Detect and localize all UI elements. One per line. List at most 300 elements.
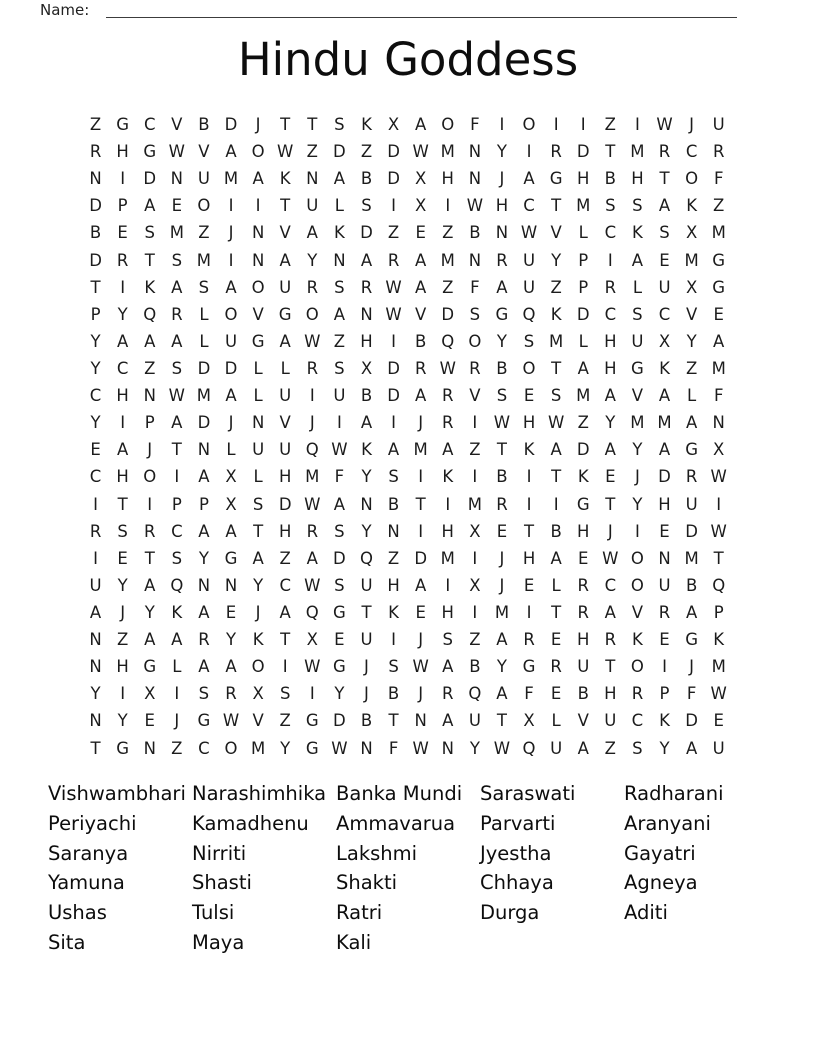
grid-cell: I (228, 196, 234, 216)
grid-cell: U (468, 711, 481, 731)
grid-cell: A (550, 548, 562, 568)
grid-cell: M (440, 142, 455, 162)
grid-cell: G (197, 711, 211, 731)
grid-cell: K (279, 169, 291, 189)
grid-cell: Y (551, 250, 562, 270)
grid-cell: A (713, 331, 725, 351)
grid-cell: L (551, 711, 561, 731)
grid-cell: J (364, 684, 369, 704)
grid-cell: R (469, 359, 481, 379)
grid-cell: O (251, 277, 265, 297)
word-item: Maya (192, 930, 245, 954)
grid-cell: I (580, 115, 586, 135)
grid-cell: A (171, 331, 183, 351)
grid-cell: M (169, 223, 184, 243)
grid-cell: O (630, 548, 644, 568)
grid-cell: D (685, 711, 698, 731)
grid-cell: H (577, 630, 590, 650)
grid-cell: D (387, 359, 400, 379)
grid-cell: T (605, 657, 616, 677)
grid-cell: N (251, 223, 265, 243)
grid-cell: I (336, 413, 342, 433)
grid-cell: G (251, 331, 265, 351)
grid-cell: N (414, 711, 427, 731)
grid-cell: X (225, 467, 237, 487)
grid-cell: A (171, 413, 183, 433)
grid-cell: B (496, 359, 508, 379)
grid-cell: I (472, 467, 478, 487)
grid-cell: L (578, 331, 588, 351)
grid-cell: G (549, 169, 563, 189)
grid-cell: W (412, 142, 429, 162)
grid-cell: H (441, 521, 454, 541)
grid-cell: G (278, 304, 292, 324)
grid-cell: B (685, 575, 698, 595)
grid-cell: S (496, 386, 508, 406)
grid-cell: L (253, 386, 263, 406)
grid-cell: B (469, 223, 481, 243)
grid-cell: T (388, 711, 399, 731)
grid-cell: Y (90, 684, 101, 704)
grid-cell: X (415, 196, 427, 216)
grid-cell: A (225, 657, 237, 677)
grid-cell: Z (442, 277, 454, 297)
word-item: Durga (480, 901, 540, 925)
grid-cell: D (224, 359, 238, 379)
grid-cell: T (307, 115, 318, 135)
grid-cell: K (632, 630, 643, 650)
grid-cell: W (385, 304, 402, 324)
grid-cell: R (523, 630, 535, 650)
grid-cell: Z (442, 223, 454, 243)
grid-cell: A (604, 440, 616, 460)
grid-cell: M (440, 548, 455, 568)
grid-cell: Z (685, 359, 698, 379)
grid-cell: X (685, 277, 698, 297)
grid-cell: L (280, 359, 290, 379)
grid-cell: B (469, 657, 481, 677)
grid-cell: S (198, 684, 210, 704)
grid-cell: A (685, 738, 698, 758)
grid-cell: Z (469, 440, 481, 460)
grid-cell: I (93, 494, 98, 514)
grid-cell: F (334, 467, 345, 487)
grid-cell: W (439, 359, 456, 379)
grid-cell: I (445, 196, 451, 216)
grid-cell: I (526, 494, 532, 514)
grid-cell: E (117, 548, 128, 568)
grid-cell: L (199, 331, 209, 351)
grid-cell: Y (144, 603, 155, 623)
grid-cell: K (713, 630, 725, 650)
grid-cell: S (144, 223, 155, 243)
grid-cell: M (223, 169, 239, 189)
word-item: Saranya (48, 841, 129, 865)
grid-cell: F (470, 115, 480, 135)
grid-cell: J (499, 548, 505, 568)
grid-cell: A (252, 548, 264, 568)
grid-cell: D (89, 196, 102, 216)
grid-cell: E (415, 603, 426, 623)
grid-cell: M (630, 142, 645, 162)
grid-cell: U (658, 277, 671, 297)
grid-cell: N (306, 169, 319, 189)
grid-cell: U (252, 440, 265, 460)
grid-cell: X (415, 169, 427, 189)
grid-cell: D (360, 223, 373, 243)
word-item: Shasti (192, 871, 252, 895)
grid-cell: J (499, 169, 505, 189)
grid-cell: S (334, 277, 345, 297)
grid-cell: X (469, 521, 481, 541)
grid-cell: L (687, 386, 697, 406)
grid-cell: N (89, 630, 102, 650)
grid-cell: T (605, 494, 616, 514)
grid-cell: A (387, 440, 400, 460)
grid-cell: N (441, 738, 454, 758)
grid-cell: Y (496, 657, 507, 677)
grid-cell: Q (305, 603, 319, 623)
word-item: Jyestha (480, 841, 552, 865)
grid-cell: G (116, 738, 130, 758)
grid-cell: K (361, 115, 372, 135)
grid-cell: O (224, 304, 238, 324)
grid-cell: S (388, 657, 399, 677)
grid-cell: N (143, 386, 156, 406)
word-search-grid (82, 111, 732, 762)
grid-cell: T (551, 603, 562, 623)
grid-cell: V (252, 711, 264, 731)
grid-cell: T (496, 711, 507, 731)
grid-cell: Z (360, 142, 373, 162)
grid-cell: K (252, 630, 264, 650)
grid-cell: U (224, 331, 238, 351)
grid-cell: Q (305, 440, 319, 460)
grid-cell: R (577, 603, 589, 623)
grid-cell: I (120, 169, 126, 189)
grid-cell: B (360, 711, 373, 731)
grid-cell: A (523, 169, 535, 189)
word-item: Yamuna (48, 871, 125, 895)
grid-cell: F (524, 684, 534, 704)
grid-cell: H (604, 684, 617, 704)
grid-cell: E (171, 196, 183, 216)
grid-cell: A (442, 657, 454, 677)
grid-cell: C (631, 711, 644, 731)
grid-cell: W (304, 575, 321, 595)
word-list-column (48, 779, 192, 958)
grid-cell: Z (198, 223, 210, 243)
grid-cell: V (631, 386, 644, 406)
grid-cell: A (496, 630, 508, 650)
grid-cell: U (360, 630, 373, 650)
grid-cell: R (360, 277, 373, 297)
grid-cell: N (658, 548, 671, 568)
grid-cell: D (197, 359, 211, 379)
grid-cell: W (222, 711, 240, 731)
grid-cell: I (309, 684, 315, 704)
grid-cell: D (333, 142, 346, 162)
grid-cell: E (578, 548, 589, 568)
grid-cell: N (170, 169, 183, 189)
grid-cell: D (197, 413, 211, 433)
grid-cell: N (251, 413, 265, 433)
grid-cell: H (116, 142, 129, 162)
grid-cell: K (361, 440, 372, 460)
grid-cell: H (116, 386, 129, 406)
grid-cell: S (171, 359, 183, 379)
grid-cell: S (198, 277, 210, 297)
grid-cell: B (415, 331, 427, 351)
grid-cell: T (551, 196, 562, 216)
grid-cell: W (168, 142, 185, 162)
grid-cell: W (493, 738, 511, 758)
grid-cell: D (576, 142, 590, 162)
grid-cell: V (631, 603, 644, 623)
grid-cell: X (685, 223, 698, 243)
grid-cell: S (117, 521, 128, 541)
grid-cell: B (360, 386, 373, 406)
grid-cell: Z (387, 223, 400, 243)
grid-cell: J (309, 413, 315, 433)
grid-cell: O (251, 657, 265, 677)
grid-cell: A (198, 657, 210, 677)
grid-cell: X (144, 684, 156, 704)
grid-cell: C (523, 196, 535, 216)
grid-cell: K (144, 277, 156, 297)
grid-cell: U (658, 575, 671, 595)
grid-cell: P (578, 277, 589, 297)
grid-cell: J (634, 467, 640, 487)
grid-cell: S (171, 250, 183, 270)
grid-cell: U (712, 738, 725, 758)
grid-cell: D (333, 548, 346, 568)
grid-cell: O (305, 304, 319, 324)
grid-cell: W (412, 738, 429, 758)
word-item: Kamadhenu (192, 811, 309, 835)
grid-cell: A (279, 331, 291, 351)
grid-cell: Z (279, 548, 291, 568)
grid-cell: F (713, 169, 724, 189)
grid-cell: L (172, 657, 182, 677)
grid-cell: M (711, 657, 726, 677)
grid-cell: K (550, 304, 562, 324)
grid-cell: K (577, 467, 589, 487)
grid-cell: I (120, 413, 126, 433)
grid-cell: T (280, 115, 291, 135)
grid-cell: Y (334, 684, 345, 704)
grid-cell: A (306, 548, 318, 568)
grid-cell: J (147, 440, 153, 460)
grid-cell: R (658, 603, 671, 623)
grid-cell: W (168, 386, 185, 406)
grid-cell: Y (117, 711, 128, 731)
grid-cell: G (712, 277, 726, 297)
grid-cell: H (577, 169, 590, 189)
grid-cell: X (360, 359, 373, 379)
grid-cell: I (120, 684, 126, 704)
grid-cell: N (360, 304, 373, 324)
grid-cell: I (93, 548, 98, 568)
grid-cell: M (440, 250, 455, 270)
grid-cell: I (228, 250, 234, 270)
grid-cell: K (632, 223, 643, 243)
grid-cell: F (388, 738, 399, 758)
grid-cell: O (522, 115, 536, 135)
grid-cell: E (605, 467, 616, 487)
grid-cell: P (659, 684, 670, 704)
grid-cell: E (550, 684, 562, 704)
grid-cell: R (550, 657, 562, 677)
grid-cell: D (89, 250, 102, 270)
grid-cell: Q (712, 575, 726, 595)
grid-cell: A (144, 575, 156, 595)
grid-cell: A (306, 223, 318, 243)
grid-cell: G (522, 657, 536, 677)
grid-cell: L (199, 304, 209, 324)
word-list-column (624, 779, 768, 958)
grid-cell: I (526, 467, 532, 487)
grid-cell: G (332, 657, 346, 677)
grid-cell: K (388, 603, 399, 623)
grid-cell: I (391, 630, 397, 650)
grid-cell: G (224, 548, 238, 568)
grid-cell: J (120, 603, 126, 623)
grid-cell: B (577, 684, 589, 704)
grid-cell: A (116, 440, 129, 460)
grid-cell: I (716, 494, 722, 514)
grid-cell: U (685, 494, 698, 514)
grid-cell: J (228, 223, 234, 243)
grid-cell: D (441, 304, 455, 324)
grid-cell: N (468, 250, 482, 270)
grid-cell: Z (279, 711, 291, 731)
grid-cell: M (549, 331, 564, 351)
grid-cell: W (656, 115, 673, 135)
grid-cell: M (576, 196, 591, 216)
grid-cell: I (499, 115, 505, 135)
word-item: Agneya (624, 871, 698, 895)
grid-cell: T (551, 467, 562, 487)
grid-cell: A (631, 250, 644, 270)
grid-cell: W (304, 331, 321, 351)
grid-cell: N (251, 250, 265, 270)
grid-cell: M (684, 548, 699, 568)
grid-cell: L (253, 359, 263, 379)
grid-cell: I (418, 467, 424, 487)
name-blank-line (106, 0, 737, 18)
grid-cell: R (604, 277, 617, 297)
grid-cell: R (306, 521, 319, 541)
grid-cell: A (658, 386, 671, 406)
grid-cell: G (685, 630, 698, 650)
grid-cell: R (306, 277, 319, 297)
grid-cell: X (225, 494, 237, 514)
grid-cell: W (385, 277, 402, 297)
grid-cell: I (147, 494, 153, 514)
grid-cell: S (361, 196, 372, 216)
grid-cell: N (333, 250, 346, 270)
grid-cell: M (467, 494, 482, 514)
grid-cell: A (658, 440, 671, 460)
grid-cell: V (415, 304, 427, 324)
grid-cell: R (550, 142, 562, 162)
word-item: Ushas (48, 901, 107, 925)
grid-cell: D (576, 440, 590, 460)
grid-cell: A (198, 603, 210, 623)
word-item: Kali (336, 930, 372, 954)
grid-cell: E (496, 521, 508, 541)
grid-cell: K (171, 603, 183, 623)
grid-cell: Q (359, 548, 373, 568)
grid-cell: C (143, 115, 156, 135)
grid-cell: O (685, 169, 699, 189)
grid-cell: S (632, 196, 643, 216)
grid-cell: A (198, 521, 210, 541)
grid-cell: S (523, 331, 535, 351)
grid-cell: A (225, 142, 237, 162)
grid-cell: X (387, 115, 400, 135)
grid-cell: A (550, 440, 562, 460)
grid-cell: O (224, 738, 238, 758)
word-item: Radharani (624, 782, 724, 805)
grid-cell: P (578, 250, 589, 270)
grid-cell: K (333, 223, 345, 243)
grid-cell: E (144, 711, 155, 731)
grid-cell: M (630, 413, 645, 433)
grid-cell: R (144, 521, 156, 541)
grid-cell: Y (361, 467, 372, 487)
grid-cell: A (144, 630, 156, 650)
grid-cell: Y (117, 575, 128, 595)
grid-cell: U (631, 331, 644, 351)
grid-cell: Y (253, 575, 264, 595)
grid-cell: U (279, 386, 292, 406)
grid-cell: Q (143, 304, 157, 324)
grid-cell: Q (441, 331, 455, 351)
grid-cell: C (685, 142, 698, 162)
grid-cell: L (253, 467, 263, 487)
grid-cell: N (89, 711, 102, 731)
grid-cell: W (710, 521, 727, 541)
grid-cell: R (414, 359, 427, 379)
grid-cell: J (174, 711, 180, 731)
grid-cell: Z (550, 277, 562, 297)
grid-cell: J (689, 115, 695, 135)
grid-cell: R (658, 142, 671, 162)
grid-cell: U (333, 386, 346, 406)
grid-cell: A (577, 738, 589, 758)
grid-cell: R (225, 684, 237, 704)
grid-cell: I (553, 494, 559, 514)
grid-cell: R (171, 304, 183, 324)
grid-cell: H (604, 359, 617, 379)
grid-cell: R (496, 494, 508, 514)
grid-cell: N (387, 521, 400, 541)
grid-cell: D (278, 494, 292, 514)
grid-cell: Z (604, 738, 616, 758)
grid-cell: O (441, 115, 455, 135)
grid-cell: A (415, 575, 427, 595)
grid-cell: E (415, 223, 426, 243)
grid-cell: E (225, 603, 237, 623)
grid-cell: G (332, 603, 346, 623)
grid-cell: W (547, 413, 565, 433)
grid-cell: F (686, 684, 697, 704)
grid-cell: V (279, 223, 291, 243)
grid-cell: T (415, 494, 426, 514)
grid-cell: M (250, 738, 266, 758)
